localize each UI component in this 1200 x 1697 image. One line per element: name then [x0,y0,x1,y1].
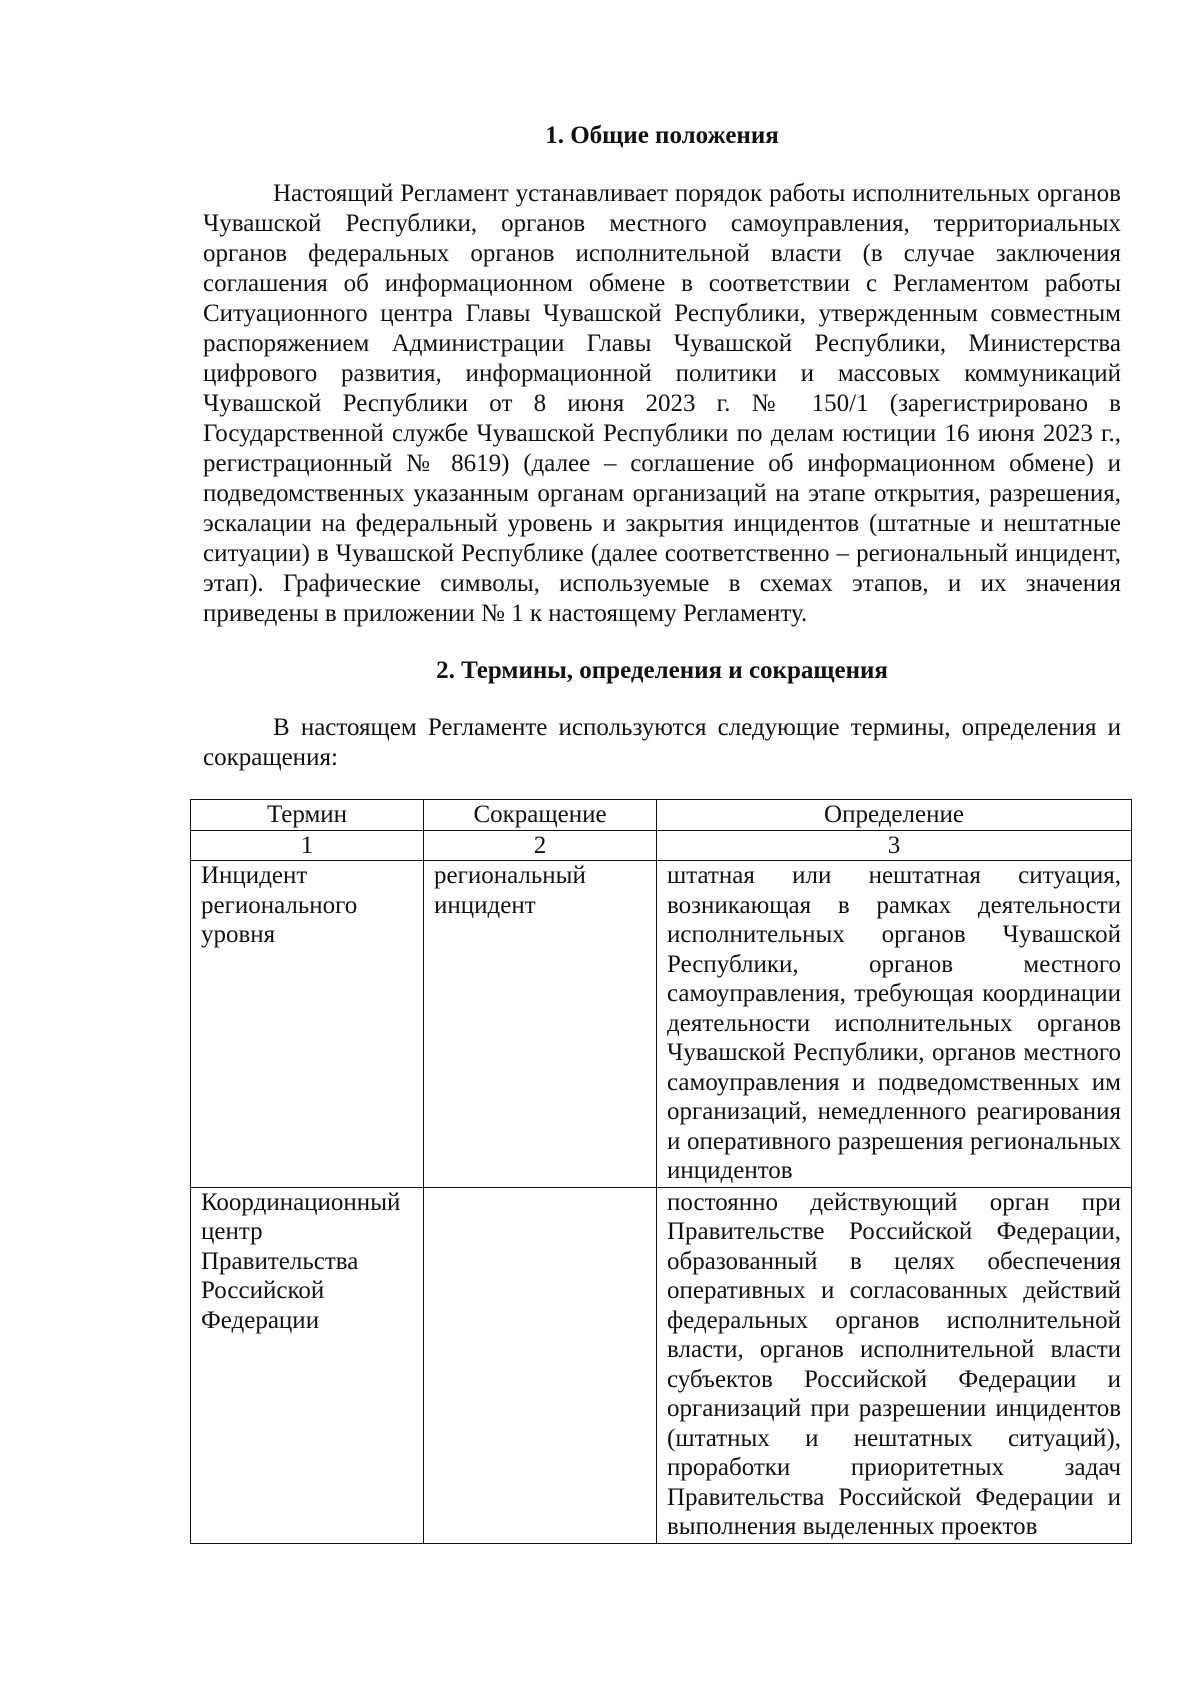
abbreviation-cell [424,1187,657,1543]
section-1-paragraph: Настоящий Регламент устанавливает порядок работы исполнительных органов Чувашской Республики, органов местного самоуправления, территориальных органов федеральных органов исполнительной власти (в случае заключения соглашения об информационном обмене в соответствии с Регламентом работы Ситуационного центра Главы Чувашской Республики, утвержденным совместным распоряжением Администрации Главы Чувашской Республики, Министерства цифрового развития, информационной политики и массовых коммуникаций Чувашской Республики от 8 июня 2023 г. № 150/1 (зарегистрировано в Государственной службе Чувашской Республики по делам юстиции 16 июня 2023 г., регистрационный № 8619) (далее – соглашение об информационном обмене) и подведомственных указанным органам организаций на этапе открытия, разрешения, эскалации на федеральный уровень и закрытия инцидентов (штатные и нештатные ситуации) в Чувашской Республике (далее соответственно – региональный инцидент, этап). Графические символы, используемые в схемах этапов, и их значения приведены в приложении № 1 к настоящему Регламенту. [203,180,1121,627]
section-2-paragraph: В настоящем Регламенте используются следующие термины, определения и сокращения: [203,714,1121,771]
abbreviation-cell: региональный инцидент [424,861,657,1188]
section-1-heading: 1. Общие положения [545,122,779,149]
table-number-row [191,830,1132,861]
definition-cell: штатная или нештатная ситуация, возникающая в рамках деятельности исполнительных органов Чувашской Республики, органов местного самоуправления, требующая координации деятельности исполнительных органов Чувашской Республики, органов местного самоуправления и подведомственных им организаций, немедленного реагирования и оперативного разрешения региональных инцидентов [657,861,1132,1188]
table-header-row [191,800,1132,831]
term-cell: Координационный центр Правительства Российской Федерации [191,1187,424,1543]
column-number-1: 1 [191,830,424,861]
table-row [191,1187,1132,1543]
header-abbreviation: Сокращение [424,800,657,831]
column-number-3: 3 [657,830,1132,861]
term-cell: Инцидент регионального уровня [191,861,424,1188]
terms-table [190,799,1132,1544]
header-definition: Определение [657,800,1132,831]
section-2-heading: 2. Термины, определения и сокращения [436,657,888,684]
table-row [191,861,1132,1188]
definition-cell: постоянно действующий орган при Правительстве Российской Федерации, образованный в целях обеспечения оперативных и согласованных действий федеральных органов исполнительной власти, органов исполнительной власти субъектов Российской Федерации и организаций при разрешении инцидентов (штатных и нештатных ситуаций), проработки приоритетных задач Правительства Российской Федерации и выполнения выделенных проектов [657,1187,1132,1543]
header-term: Термин [191,800,424,831]
column-number-2: 2 [424,830,657,861]
